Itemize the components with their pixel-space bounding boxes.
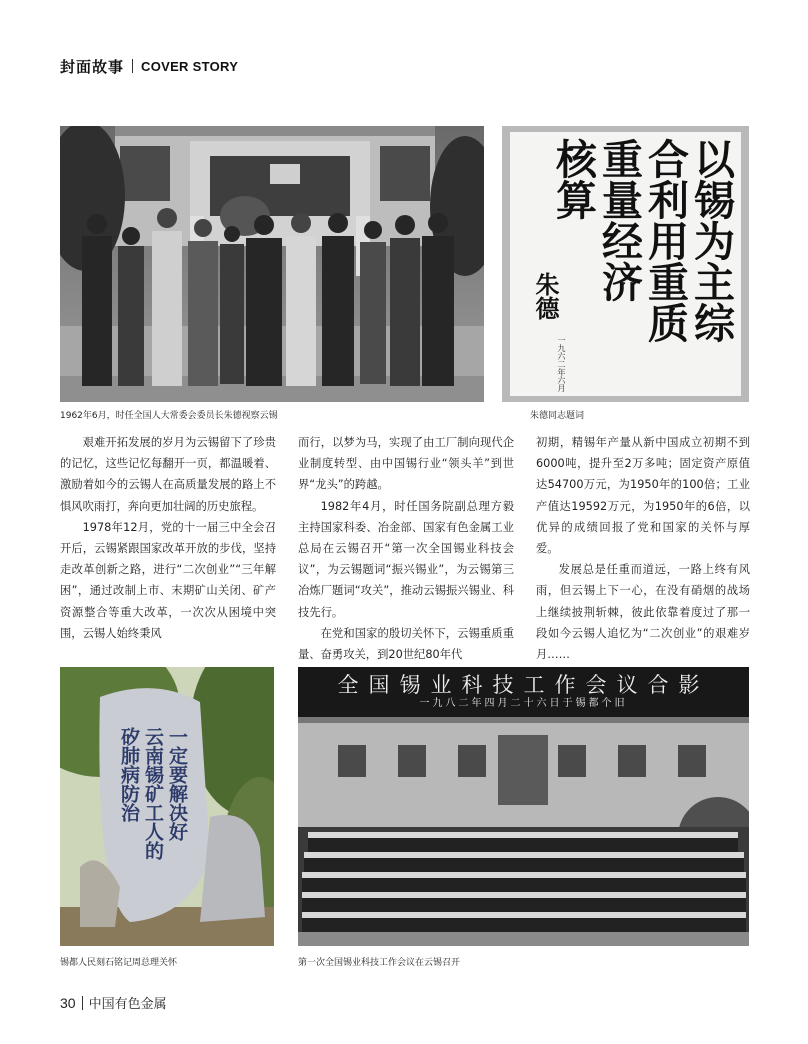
paragraph: 1978年12月，党的十一届三中全会召开后，云锡紧跟国家改革开放的步伐，坚持走改革创新之路，进行“二次创业”“三年解困”，通过改制上市、末期矿山关闭、矿产资源整合等重大改革，一次次从困境中突围，云锡人始终秉风 — [60, 520, 276, 640]
inscription-line-1: 一定要解决好 — [166, 727, 188, 841]
stone-inscription — [118, 727, 187, 887]
conference-banner-date: 一九八二年四月二十六日于锡都个旧 — [419, 698, 628, 709]
paragraph: 初期，精锡年产量从新中国成立初期不到6000吨，提升至2万多吨；固定资产原值达54700万元，为1950年的100倍；工业产值达19592万元，为1950年的6倍，以优异的成绩回报了党和国家的关怀与厚爱。 — [536, 436, 750, 556]
paragraph: 1982年4月，时任国务院副总理方毅主持国家科委、冶金部、国家有色金属工业总局在云锡召开“第一次全国锡业科技会议”，为云锡题词“振兴锡业”，为云锡第三冶炼厂题词“攻关”，推动云锡振兴锡业、科技先行。 — [298, 499, 514, 619]
page-number: 30 — [60, 994, 76, 1011]
section-title-cn: 封面故事 — [60, 57, 125, 76]
paragraph: 发展总是任重而道远，一路上终有风雨，但云锡上下一心，在没有硝烟的战场上继续披荆斩棘，彼此依靠着度过了那一段如今云锡人追忆为“二次创业”的艰难岁月…… — [536, 563, 750, 662]
inscription-line-3: 矽肺病防治 — [118, 727, 140, 822]
paragraph: 在党和国家的殷切关怀下，云锡重质重量、奋勇攻关，到20世纪80年代 — [298, 626, 514, 662]
footer-divider — [82, 996, 83, 1010]
paragraph: 艰难开拓发展的岁月为云锡留下了珍贵的记忆，这些记忆每翻开一页，都温暖着、激励着如今的云锡人在高质量发展的路上不惧风吹雨打，奔向更加壮阔的历史旅程。 — [60, 436, 276, 513]
paragraph: 而行，以梦为马，实现了由工厂制向现代企业制度转型、由中国锡行业“领头羊”到世界“龙头”的跨越。 — [298, 436, 514, 492]
section-header — [60, 55, 238, 77]
conference-banner — [298, 667, 749, 717]
body-column-1 — [60, 432, 276, 644]
conference-banner-title: 全国锡业科技工作会议合影 — [337, 673, 710, 697]
stone-monument-photo — [60, 667, 274, 946]
calligraphy-photo — [502, 126, 749, 402]
body-column-3 — [536, 432, 750, 665]
conference-photo-caption: 第一次全国锡业科技工作会议在云锡召开 — [298, 958, 461, 968]
body-column-2 — [298, 432, 514, 665]
calligraphy-line-2: 合利用重质 — [641, 138, 689, 343]
conference-photo — [298, 667, 749, 946]
calligraphy-line-4: 核算 — [549, 138, 597, 220]
calligraphy-paper — [510, 132, 741, 396]
header-divider — [132, 59, 133, 73]
magazine-name: 中国有色金属 — [88, 997, 167, 1012]
section-title-en: COVER STORY — [141, 58, 239, 74]
stone-monument-caption: 锡都人民刻石铭记周总理关怀 — [60, 958, 178, 968]
group-photo-caption: 1962年6月，时任全国人大常委会委员长朱德视察云锡 — [60, 411, 278, 421]
calligraphy-text — [551, 138, 733, 388]
calligraphy-line-1: 以锡为主综 — [687, 138, 735, 343]
calligraphy-signature: 朱德 — [531, 272, 560, 320]
calligraphy-date: 一九六二年六月 — [557, 336, 566, 392]
calligraphy-caption: 朱德同志题词 — [530, 411, 585, 421]
calligraphy-line-3: 重量经济 — [595, 138, 643, 302]
group-photo — [60, 126, 484, 402]
page-footer — [60, 993, 167, 1012]
inscription-line-2: 云南锡矿工人的 — [142, 727, 164, 860]
